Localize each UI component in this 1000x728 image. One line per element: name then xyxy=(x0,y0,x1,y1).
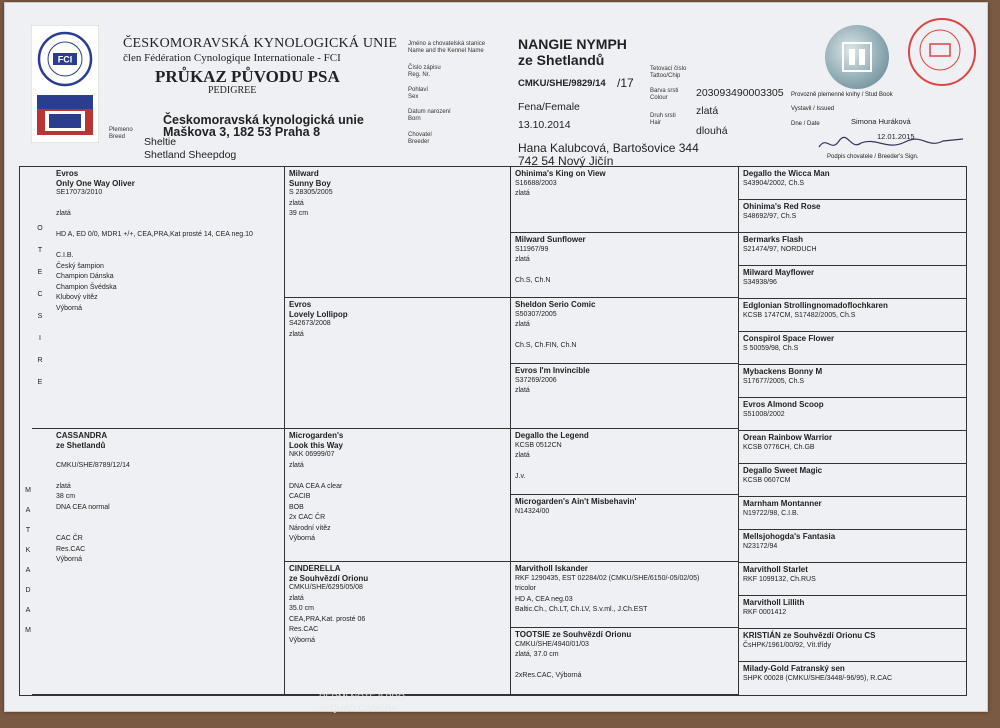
dog-sex: Fena/Female xyxy=(518,101,580,113)
great-great-grandparent-cell xyxy=(739,497,966,530)
reg-label: Číslo zápisu Reg. Nr. xyxy=(408,65,441,78)
dog-detail-line xyxy=(56,471,280,482)
great-grandparent-cell xyxy=(511,167,739,233)
great-great-grandparent-cell xyxy=(739,266,966,299)
dog-name: Mellsjohogda's Fantasia xyxy=(743,532,836,541)
dog-detail-line: S37269/2006 xyxy=(515,376,557,384)
great-great-grandparent-cell xyxy=(739,464,966,497)
dog-detail-line: HD A, ED 0/0, MDR1 +/+, CEA,PRA,Kat prosté 14, CEA neg.10 xyxy=(56,231,253,238)
great-grandparent-cell xyxy=(511,495,739,562)
sire-cell xyxy=(32,167,285,429)
dog-kennel-name: Lovely Lollipop xyxy=(289,309,348,319)
dog-name: Milady-Gold Fatranský sen xyxy=(743,664,845,673)
sex-label: Pohlaví Sex xyxy=(408,87,429,100)
dog-name: Marnham Montanner xyxy=(743,499,822,508)
dog-detail-line: 38 cm xyxy=(56,493,76,500)
dog-detail-line: zlatá xyxy=(56,482,71,490)
dog-detail-line: N14324/00 xyxy=(515,507,550,515)
dog-detail-line: RKF 1099132, Ch.RUS xyxy=(743,575,816,583)
dog-name: Ohinima's Red Rose xyxy=(743,202,821,211)
side-letter: M xyxy=(25,627,31,634)
dog-detail-line xyxy=(515,331,734,342)
grandparent-cell xyxy=(285,298,511,429)
side-letter: A xyxy=(25,607,31,614)
dog-hair: dlouhá xyxy=(696,125,728,137)
dog-detail-line: Výborná xyxy=(289,535,316,542)
dog-detail-line: zlatá xyxy=(515,452,530,459)
colour-label: Barva srsti Colour xyxy=(650,88,679,101)
great-grandparent-cell xyxy=(511,233,739,298)
dog-name: Orean Rainbow Warrior xyxy=(743,433,833,442)
breeder-city: 742 54 Nový Jičín xyxy=(518,154,614,168)
great-great-grandparent-cell xyxy=(739,596,966,629)
dog-detail-line: CMKU/SHE/6295/05/08 xyxy=(289,584,363,591)
document-subtitle: PEDIGREE xyxy=(208,85,257,96)
dog-detail-line: KCSB 0607CM xyxy=(743,476,791,484)
side-letter: R xyxy=(37,357,43,364)
dog-detail-line: 39 cm xyxy=(289,210,309,217)
dog-detail-line xyxy=(56,513,280,524)
side-letter: C xyxy=(37,291,43,298)
dog-detail-line: Champion Švédska xyxy=(56,283,117,291)
dog-name: Evros xyxy=(56,169,79,178)
dog-detail-line: N23172/94 xyxy=(743,542,778,550)
issued-date: 12.01.2015 xyxy=(877,132,915,141)
dog-detail-line: Výborná xyxy=(56,556,83,563)
dog-detail-line: SE17073/2010 xyxy=(56,189,103,196)
dog-detail-line: zlatá xyxy=(289,461,304,469)
dog-detail-line: 2x CAC ČR xyxy=(289,514,326,521)
studbook-stamp xyxy=(908,18,976,86)
association-name: ČESKOMORAVSKÁ KYNOLOGICKÁ UNIE xyxy=(123,36,398,51)
side-letter: A xyxy=(25,567,31,574)
dog-detail-line xyxy=(515,462,734,473)
dog-name: NANGIE NYMPH xyxy=(518,36,627,52)
dog-name: CINDERELLA xyxy=(289,564,341,573)
dog-colour: zlatá xyxy=(696,105,719,117)
reg-number: CMKU/SHE/9829/14 xyxy=(518,78,606,89)
dog-name: Microgarden's Ain't Misbehavin' xyxy=(515,497,637,506)
dog-name: Degallo the Legend xyxy=(515,431,589,440)
dog-detail-line: Baltic.Ch., Ch.LT, Ch.LV, S.v.ml., J.Ch.EST xyxy=(515,606,648,613)
dog-name: KRISTIÁN ze Souhvězdí Orionu CS xyxy=(743,631,876,640)
dog-name: Milward Sunflower xyxy=(515,235,586,244)
side-letter: T xyxy=(37,247,43,254)
dog-detail-line: NKK 06999/07 xyxy=(289,451,335,458)
dog-detail-line: ČsHPK/1961/00/92, Vít.třídy xyxy=(743,641,831,649)
great-great-grandparent-cell xyxy=(739,662,966,695)
camera-watermark: REDMI NOTE 8 PRO AI QUAD CAMERA xyxy=(319,692,406,713)
dog-detail-line: Výborná xyxy=(56,304,83,312)
dog-detail-line: zlatá xyxy=(289,594,304,602)
dog-detail-line: S17677/2005, Ch.S xyxy=(743,377,805,385)
side-letter: D xyxy=(25,587,31,594)
hair-label: Druh srsti Hair xyxy=(650,113,676,126)
breed-label: Plemeno Breed xyxy=(109,127,133,140)
dog-kennel-name: ze Shetlandů xyxy=(56,440,106,450)
dog-born: 13.10.2014 xyxy=(518,119,571,131)
dog-name: Marvitholl Lillith xyxy=(743,598,805,607)
dog-detail-line: CMKU/SHE/4940/01/03 xyxy=(515,640,589,648)
great-grandparent-cell xyxy=(511,298,739,364)
dog-detail-line: zlatá xyxy=(515,190,530,197)
dog-kennel-name: Sunny Boy xyxy=(289,178,331,188)
dog-detail-line: Český šampion xyxy=(56,262,104,270)
studbook-label: Provozně plemenné knihy / Stud Book xyxy=(791,92,893,98)
dog-kennel-name: Only One Way Oliver xyxy=(56,178,135,188)
dog-detail-line: S48692/97, Ch.S xyxy=(743,212,797,220)
side-letter: M xyxy=(25,487,31,494)
dog-detail-line: 2xRes.CAC, Výborná xyxy=(515,672,582,679)
great-great-grandparent-cell xyxy=(739,332,966,365)
dog-name: Bermarks Flash xyxy=(743,235,804,244)
grandparent-cell xyxy=(285,429,511,562)
pedigree-grid xyxy=(19,166,967,696)
side-letter: K xyxy=(25,547,31,554)
dog-detail-line: CACIB xyxy=(289,493,311,500)
union-name: Českomoravská kynologická unie xyxy=(163,113,364,127)
dog-detail-line: Výborná xyxy=(289,636,316,644)
dog-name: TOOTSIE ze Souhvězdí Orionu xyxy=(515,630,632,639)
great-great-grandparent-cell xyxy=(739,299,966,332)
dog-detail-line: CMKU/SHE/8789/12/14 xyxy=(56,461,130,469)
dog-detail-line: Národní vítěz xyxy=(289,524,331,532)
side-letter: O xyxy=(37,225,43,232)
dog-name: Milward Mayflower xyxy=(743,268,815,277)
great-grandparent-cell xyxy=(511,429,739,495)
dog-detail-line xyxy=(56,241,280,252)
name-label: Jméno a chovatelská stanice Name and the Kennel Name xyxy=(408,41,486,54)
dog-detail-line: DNA CEA A clear xyxy=(289,482,343,490)
dog-detail-line: S50307/2005 xyxy=(515,310,557,318)
dog-name: Mybackens Bonny M xyxy=(743,367,823,376)
chip-number: 203093490003305 xyxy=(696,87,784,99)
dog-detail-line xyxy=(289,471,506,482)
dog-detail-line: KCSB 0512CN xyxy=(515,441,562,449)
dog-detail-line: zlatá xyxy=(289,330,304,338)
dog-name: Sheldon Serio Comic xyxy=(515,300,596,309)
dog-detail-line: S42673/2008 xyxy=(289,320,331,327)
dog-detail-line: Ch.S, Ch.N xyxy=(515,277,551,284)
dog-detail-line: S11967/99 xyxy=(515,245,549,253)
great-grandparent-cell xyxy=(511,364,739,429)
dog-name: Marvitholl Iskander xyxy=(515,564,588,573)
tattoo-label: Tetovací číslo Tattoo/Chip xyxy=(650,66,687,79)
dog-name: Microgarden's xyxy=(289,431,344,440)
dog-kennel: ze Shetlandů xyxy=(518,52,605,68)
dog-detail-line: RKF 0001412 xyxy=(743,608,787,616)
dog-detail-line: Ch.S, Ch.FIN, Ch.N xyxy=(515,342,577,349)
dog-detail-line xyxy=(56,524,280,535)
dog-kennel-name: ze Souhvězdí Orionu xyxy=(289,573,369,583)
dog-detail-line: 35.0 cm xyxy=(289,605,314,612)
side-letter: I xyxy=(39,335,41,342)
breed-full-name: Shetland Sheepdog xyxy=(144,149,237,161)
great-great-grandparent-cell xyxy=(739,398,966,431)
dog-detail-line: S51008/2002 xyxy=(743,410,785,418)
dog-detail-line: zlatá xyxy=(289,199,304,207)
pedigree-document xyxy=(4,2,988,712)
dog-detail-line: zlatá xyxy=(515,321,530,328)
dog-detail-line: S16688/2003 xyxy=(515,179,557,187)
dog-detail-line: S34938/96 xyxy=(743,278,777,286)
great-great-grandparent-cell xyxy=(739,563,966,596)
great-great-grandparent-cell xyxy=(739,167,966,200)
dog-detail-line: zlatá xyxy=(515,256,530,263)
side-letter: E xyxy=(37,269,43,276)
dog-detail-line: DNA CEA normal xyxy=(56,503,110,511)
hologram-seal xyxy=(825,25,889,89)
dog-name: Edglonian Strollingnomadoflochkaren xyxy=(743,301,888,310)
dog-detail-line: S21474/97, NORDUCH xyxy=(743,245,817,253)
side-letter: S xyxy=(37,313,43,320)
great-great-grandparent-cell xyxy=(739,629,966,662)
date-label: Dne / Date xyxy=(791,121,820,127)
great-grandparent-cell xyxy=(511,628,739,695)
grandparent-cell xyxy=(285,562,511,695)
dog-detail-line xyxy=(515,661,734,672)
dog-name: Evros Almond Scoop xyxy=(743,400,824,409)
dog-detail-line: RKF 1290435, EST 02284/02 (CMKU/SHE/6150/-05/02/05) xyxy=(515,574,700,582)
great-great-grandparent-cell xyxy=(739,530,966,563)
dog-detail-line: N19722/98, C.I.B. xyxy=(743,509,799,517)
breeder-label: Chovatel Breeder xyxy=(408,132,432,145)
dog-detail-line: BOB xyxy=(289,503,304,511)
fci-membership: člen Fédération Cynologique Internationale - FCI xyxy=(123,52,341,64)
reg-suffix: /17 xyxy=(617,76,634,90)
side-letter: E xyxy=(37,379,43,386)
breeder-signature xyxy=(817,133,967,155)
union-address: Maškova 3, 182 53 Praha 8 xyxy=(163,125,321,139)
side-letter: A xyxy=(25,507,31,514)
dog-detail-line: Res.CAC xyxy=(289,626,319,633)
dog-name: Marvitholl Starlet xyxy=(743,565,808,574)
document-title: PRŮKAZ PŮVODU PSA xyxy=(155,67,340,86)
logo-text: FCI xyxy=(57,54,73,65)
great-great-grandparent-cell xyxy=(739,233,966,266)
dog-detail-line: S43904/2002, Ch.S xyxy=(743,179,805,187)
dog-name: Ohinima's King on View xyxy=(515,169,606,178)
born-label: Datum narození Born xyxy=(408,109,451,122)
dog-detail-line: Champion Dánska xyxy=(56,273,114,280)
dog-detail-line: J.v. xyxy=(515,473,526,480)
great-grandparent-cell xyxy=(511,562,739,628)
dog-name: CASSANDRA xyxy=(56,431,108,440)
dog-detail-line xyxy=(56,199,280,210)
issued-label: Vystavil / Issued xyxy=(791,106,835,112)
grandparent-cell xyxy=(285,167,511,298)
dog-detail-line: zlatá, 37.0 cm xyxy=(515,651,559,658)
dog-detail-line: Klubový vítěz xyxy=(56,294,98,301)
dog-detail-line xyxy=(56,220,280,231)
great-great-grandparent-cell xyxy=(739,431,966,464)
dog-detail-line: S 50059/98, Ch.S xyxy=(743,344,799,352)
dog-detail-line: CEA,PRA,Kat. prosté 06 xyxy=(289,615,366,623)
dog-detail-line: Res.CAC xyxy=(56,545,86,553)
dog-detail-line: KCSB 1747CM, S17482/2005, Ch.S xyxy=(743,311,856,319)
dog-detail-line: tricolor xyxy=(515,585,537,592)
side-letter: T xyxy=(25,527,31,534)
dog-detail-line: HD A, CEA neg.03 xyxy=(515,595,573,603)
great-great-grandparent-cell xyxy=(739,365,966,398)
dog-name: Degallo Sweet Magic xyxy=(743,466,823,475)
dog-detail-line: zlatá xyxy=(515,387,530,394)
dog-name: Evros xyxy=(289,300,312,309)
dog-detail-line: C.I.B. xyxy=(56,252,74,259)
dog-name: Evros I'm Invincible xyxy=(515,366,590,375)
dog-name: Degallo the Wicca Man xyxy=(743,169,830,178)
breed-name: Sheltie xyxy=(144,136,177,148)
dog-detail-line: S 28305/2005 xyxy=(289,189,333,196)
dog-detail-line: SHPK 00028 (CMKU/SHE/3448/-96/95), R.CAC xyxy=(743,674,893,682)
issued-by: Simona Huráková xyxy=(851,117,911,126)
dog-detail-line xyxy=(515,266,734,277)
dog-detail-line: KCSB 0776CH, Ch.GB xyxy=(743,443,815,451)
dog-detail-line: CAC ČR xyxy=(56,535,83,542)
dog-kennel-name: Look this Way xyxy=(289,440,343,450)
dog-name: Conspirol Space Flower xyxy=(743,334,835,343)
breeder-name: Hana Kalubcová, Bartošovice 344 xyxy=(518,141,699,155)
dog-detail-line xyxy=(56,450,280,461)
great-great-grandparent-cell xyxy=(739,200,966,233)
dog-name: Milward xyxy=(289,169,319,178)
signature-label: Podpis chovatele / Breeder's Sign. xyxy=(827,154,919,160)
dam-cell xyxy=(32,429,285,695)
fci-cmku-logo xyxy=(31,25,99,143)
dog-detail-line: zlatá xyxy=(56,210,71,217)
